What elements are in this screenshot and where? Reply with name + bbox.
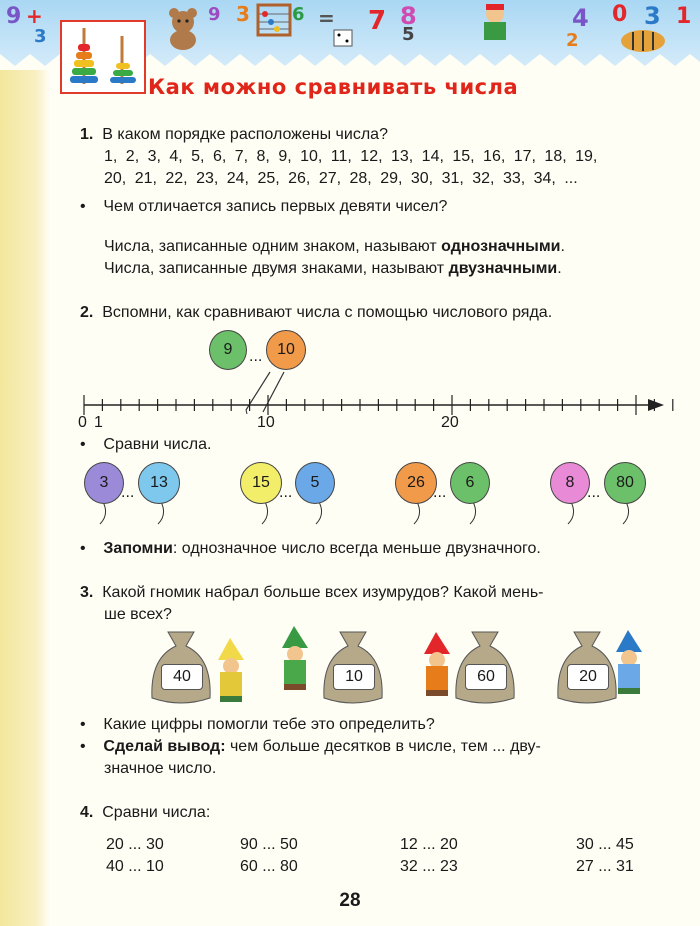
tiger-toy-icon [618,26,668,56]
conclusion-line2: значное число. [104,760,217,777]
teddy-bear-icon [158,6,208,50]
ring-pyramid-icon [62,22,144,92]
compare-balloon-b: 13 [138,462,180,504]
abacus-icon [255,2,295,42]
ellipsis: ... [279,484,293,501]
task1-bullet-question: Чем отличается запись первых девяти чисел? [103,198,448,215]
compare-balloon-b: 5 [295,462,335,504]
term-one-digit: однозначными [441,238,561,255]
rule-two-digit: Числа, записанные двумя знаками, называют двузначными. [104,260,562,277]
header-digit: 3 [644,2,661,30]
ellipsis: ... [249,348,263,365]
header-digit: 5 [402,24,415,45]
task3-q1: Какие цифры помогли тебе это определить? [103,716,435,733]
balloon-9: 9 [209,330,247,370]
header-digit: 6 [292,4,305,25]
compare-balloon-a: 15 [240,462,282,504]
task2-number: 2. [80,304,94,321]
compare-exercise: 60 ... 80 [240,858,298,875]
number-sequence-line2: 20, 21, 22, 23, 24, 25, 26, 27, 28, 29, 30, 31, 32, 33, 34, ... [104,170,578,187]
axis-label-10: 10 [257,414,275,431]
task1-number: 1. [80,126,94,143]
rule-text: Числа, записанные двумя знаками, называют [104,260,449,277]
ellipsis: ... [121,484,135,501]
header-digit: 2 [566,30,579,51]
header-digit: 4 [572,4,589,32]
task1-question: В каком порядке расположены числа? [102,126,388,143]
bullet-icon: • [80,198,86,215]
task3-number: 3. [80,584,94,601]
balloon-10: 10 [266,330,306,370]
task2-heading [80,302,552,324]
task3-question2 [80,714,435,736]
ellipsis: ... [587,484,601,501]
header-digit: = [318,6,335,30]
header-digit: + [26,4,43,28]
compare-bullet [80,434,211,456]
sack-label: 60 [465,664,507,690]
emerald-sack [318,628,388,708]
gnome-icon [208,636,256,706]
header-digit: 3 [34,26,47,47]
header-digit: 0 [612,2,628,27]
pyramid-toy-box [60,20,146,94]
rule-one-digit: Числа, записанные одним знаком, называют однозначными. [104,238,565,255]
compare-exercise: 20 ... 30 [106,836,164,853]
ellipsis: ... [433,484,447,501]
rule-text: Числа, записанные одним знаком, называют [104,238,442,255]
task1-heading [80,124,388,146]
header-digit: 3 [236,2,250,26]
compare-exercise: 30 ... 45 [576,836,634,853]
task3-heading [80,582,543,604]
compare-balloon-a: 26 [395,462,437,504]
axis-label-0: 0 [78,414,87,431]
conclusion-label: Сделай вывод: [103,738,226,755]
sack-label: 10 [333,664,375,690]
compare-exercise: 12 ... 20 [400,836,458,853]
number-line-figure [70,328,680,438]
task3-line1: Какой гномик набрал больше всех изумрудов? Какой мень- [102,584,544,601]
task1-bullet [80,196,447,218]
toy-figure-icon [470,2,520,46]
remember-text: : однозначное число всегда меньше двузначного. [172,540,541,557]
axis-label-20: 20 [441,414,459,431]
header-digit: 8 [400,2,417,30]
bullet-icon: • [80,738,86,755]
header-digit: 1 [676,4,692,29]
bullet-icon: • [80,716,86,733]
term-two-digit: двузначными [448,260,558,277]
compare-exercise: 90 ... 50 [240,836,298,853]
axis-label-1: 1 [94,414,103,431]
compare-balloon-a: 3 [84,462,124,504]
emerald-sack [146,628,216,708]
compare-balloon-b: 80 [604,462,646,504]
gnome-icon [272,624,320,694]
dice-icon [332,28,356,50]
axis-arrow [648,399,664,411]
compare-balloon-a: 8 [550,462,590,504]
compare-exercise: 32 ... 23 [400,858,458,875]
sack-label: 20 [567,664,609,690]
bullet-icon: • [80,540,86,557]
remember-line [80,538,541,560]
header-digit: 7 [368,6,387,36]
sack-label: 40 [161,664,203,690]
left-margin-strip [0,0,50,926]
task3-line2: ше всех? [104,606,172,623]
header-digit: 9 [208,4,221,25]
gnome-icon [606,628,654,698]
number-sequence-line1: 1, 2, 3, 4, 5, 6, 7, 8, 9, 10, 11, 12, 13, 14, 15, 16, 17, 18, 19, [104,148,598,165]
bullet-icon: • [80,436,86,453]
task2-text: Вспомни, как сравнивают числа с помощью числового ряда. [102,304,553,321]
task4-number: 4. [80,804,94,821]
compare-exercise: 27 ... 31 [576,858,634,875]
compare-exercise: 40 ... 10 [106,858,164,875]
compare-label: Сравни числа. [103,436,212,453]
remember-label: Запомни [103,540,173,557]
task4-heading [80,802,210,824]
page-number: 28 [339,890,361,911]
conclusion-line [80,736,541,758]
header-digit: 9 [6,4,22,29]
task4-text: Сравни числа: [102,804,211,821]
conclusion-text: чем больше десятков в числе, тем ... дву- [225,738,541,755]
gnome-icon [414,630,462,700]
compare-balloon-b: 6 [450,462,490,504]
page-title: Как можно сравнивать числа [148,75,519,99]
